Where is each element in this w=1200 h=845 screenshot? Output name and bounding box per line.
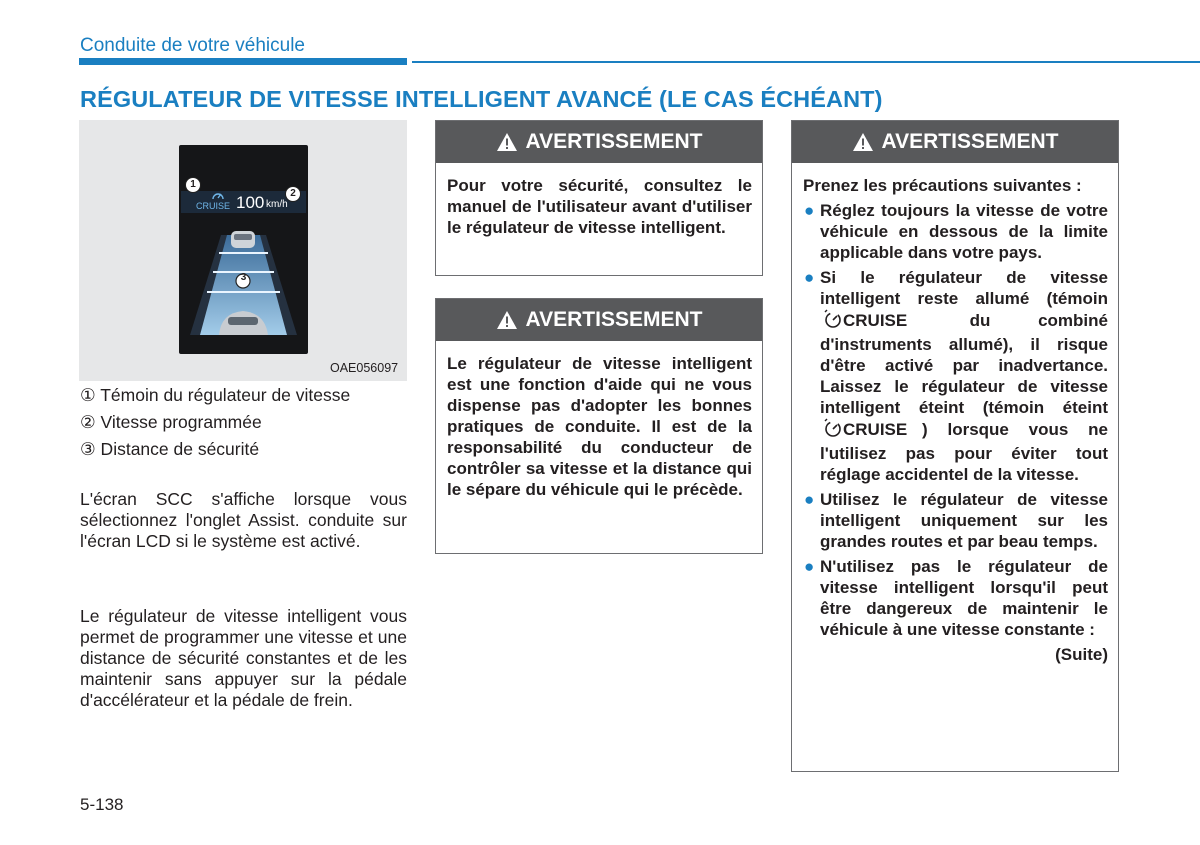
warning-text: Pour votre sécurité, consultez le manuel de l'utilisateur avant d'utiliser le régulateur de vitesse intelligent. [447, 176, 752, 237]
list-item [803, 489, 1108, 552]
screen-cruise-label: CRUISE [196, 201, 231, 211]
callout-1-label: 1 [190, 179, 196, 190]
svg-text:CRUISE: CRUISE [843, 311, 908, 329]
list-item [803, 200, 1108, 263]
screen-speed: 100 [236, 193, 265, 212]
warning-header [436, 299, 762, 341]
speed-gauge-icon [212, 187, 224, 205]
svg-text:CRUISE: CRUISE [843, 420, 908, 438]
header-rule-thin [412, 61, 1200, 63]
instrument-cluster-screen [179, 145, 308, 354]
list-item-text: Réglez toujours la vitesse de votre véhicule en dessous de la limite applicable dans votre pays. [820, 201, 1108, 262]
continued-label: (Suite) [1055, 645, 1108, 664]
legend-item: ② Vitesse programmée [80, 412, 262, 432]
callout-3-label: 3 [240, 272, 247, 283]
bullet-icon: ● [804, 557, 815, 576]
page-title: RÉGULATEUR DE VITESSE INTELLIGENT AVANCÉ (LE CAS ÉCHÉANT) [80, 86, 883, 112]
list-item-text: N'utilisez pas le régulateur de vitesse intelligent lorsqu'il peut être dangereux de maintenir le véhicule à une vitesse constante : [820, 557, 1108, 639]
scc-display-illustration [179, 145, 308, 354]
warning-text [792, 163, 1118, 665]
warning-title: AVERTISSEMENT [525, 130, 703, 153]
body-paragraph: L'écran SCC s'affiche lorsque vous sélectionnez l'onglet Assist. conduite sur l'écran LCD si le système est activé. [80, 489, 407, 551]
header-rule-thick [79, 58, 407, 65]
list-item-text: Utilisez le régulateur de vitesse intelligent uniquement sur les grandes routes et par beau temps. [820, 490, 1108, 551]
warning-title: AVERTISSEMENT [525, 308, 703, 331]
bullet-icon: ● [804, 268, 815, 287]
callout-2 [285, 186, 301, 202]
warning-box [435, 298, 763, 554]
list-item [803, 556, 1108, 640]
cruise-indicator-icon [822, 418, 920, 443]
body-paragraph: Le régulateur de vitesse intelligent vous permet de programmer une vitesse et une distance de sécurité constantes et de les maintenir sans appuyer sur la pédale d'accélérateur et la pédale de frein. [80, 606, 407, 710]
warning-box [791, 120, 1119, 772]
list-item-text: ) lorsque vous ne l'utilisez pas pour éviter tout réglage accidentel de la vitesse. [820, 420, 1108, 484]
warning-box [435, 120, 763, 276]
screen-speed-unit: km/h [266, 199, 288, 210]
warning-header [792, 121, 1118, 163]
list-item-text: Si le régulateur de vitesse intelligent reste allumé (témoin [820, 268, 1108, 308]
warning-triangle-icon [496, 132, 518, 152]
precaution-list [803, 200, 1108, 640]
list-item [803, 267, 1108, 485]
warning-title: AVERTISSEMENT [881, 130, 1059, 153]
warning-triangle-icon [496, 310, 518, 330]
warning-text: Le régulateur de vitesse intelligent est une fonction d'aide qui ne vous dispense pas d'adopter les bonnes pratiques de conduite. Il est de la responsabilité du conducteur de contrôler sa vitesse et la distance qui le sépare du véhicule qui le précède. [447, 354, 752, 499]
callout-2-label: 2 [290, 188, 296, 199]
legend-item: ③ Distance de sécurité [80, 439, 260, 459]
section-title: Conduite de votre véhicule [80, 35, 305, 56]
warning-intro: Prenez les précautions suivantes : [803, 176, 1082, 195]
page-number: 5-138 [80, 795, 124, 814]
cruise-indicator-icon [822, 309, 920, 334]
warning-header [436, 121, 762, 163]
bullet-icon: ● [804, 201, 815, 220]
figure-code: OAE056097 [330, 361, 399, 375]
callout-1 [185, 177, 201, 193]
legend-item: ① Témoin du régulateur de vitesse [80, 385, 351, 405]
warning-triangle-icon [852, 132, 874, 152]
bullet-icon: ● [804, 490, 815, 509]
list-item-text: du combiné d'instruments allumé), il risque d'être activé par inadvertance. Laissez le régulateur de vitesse intelligent éteint (témoin éteint [820, 311, 1108, 417]
